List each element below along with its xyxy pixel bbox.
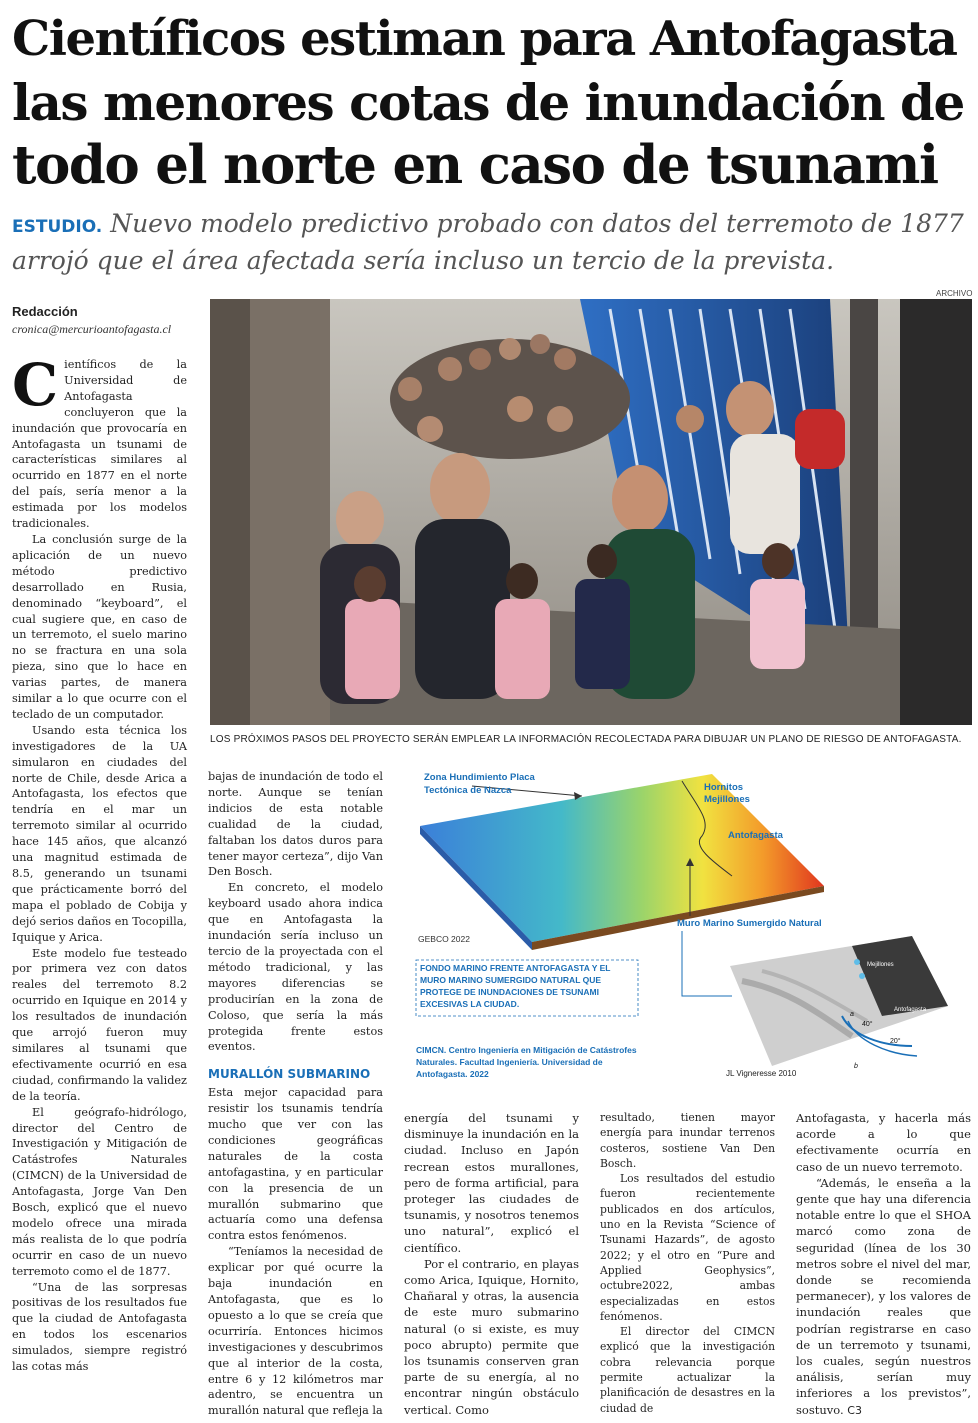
article-paragraph: “Una de las sorpresas positivas de los resultados fue que la ciudad de Antofagasta en todos los escenarios simulados, siempre registró las cotas más [12, 1280, 187, 1374]
article-paragraph: El geógrafo-hidrólogo, director del Centro de Investigación y Mitigación de Catástrofes Naturales (CIMCN) de la Universidad de Antofagasta, Jorge Van Den Bosch, explicó que el nuevo modelo ofrece una mirada más realista de lo que podría ocurrir en caso de un nuevo terremoto como el de 1877. [12, 1105, 187, 1278]
inset-angle-1: 40° [862, 1021, 873, 1028]
inset-angle-2: 20° [890, 1038, 901, 1045]
article-paragraph: Este modelo fue testeado por primera vez con datos reales del terremoto 8.2 ocurrido en Iquique en 2014 y los resultados de inundación que arrojó fueron muy similares al tsunami que efectivamente ocurrió en esa ciudad, confirmando la validez de la teoría. [12, 946, 187, 1103]
article-column-5 [796, 1110, 971, 1419]
map-label-antofagasta: Antofagasta [728, 830, 783, 841]
dek-text: Nuevo modelo predictivo probado con datos del terremoto de 1877 arrojó que el área afectada sería incluso un tercio de la prevista. [12, 209, 964, 275]
article-column-2 [208, 769, 383, 1419]
bathymetry-figure [412, 766, 952, 1082]
map-label-zona: Zona Hundimiento Placa [424, 772, 535, 783]
article-paragraph: Usando esta técnica los investigadores de la UA simularon en ciudades del norte de Chile, desde Arica a Antofagasta, los efectos que tendría en el mar un terremoto similar al ocurrido hace 145 años, que alcanzó una magnitud estimada de 8.5, generando un tsunami que prácticamente borró del mapa el poblado de Cobija y dejó serios daños en Tocopilla, Iquique y Arica. [12, 723, 187, 944]
inset-label-mejillones: Mejillones [867, 962, 894, 968]
headline-line-2: las menores cotas de inundación de [12, 73, 964, 132]
end-mark-icon: C3 [847, 1403, 862, 1417]
headline [12, 8, 972, 197]
headline-line-3: todo el norte en caso de tsunami [12, 134, 938, 196]
inset-letter-b: b [854, 1063, 858, 1070]
article-paragraph: energía del tsunami y disminuye la inundación en la ciudad. Incluso en Japón recrean estos murallones, pero de forma artificial, para proteger las ciudades de tsunamis, y nosotros tenemos uno natural”, explicó el científico. [404, 1111, 579, 1255]
article-paragraph [12, 351, 187, 532]
article-paragraph: Esta mejor capacidad para resistir los tsunamis tendría mucho que ver con las condiciones geográficas naturales de la costa antofagastina, y en particular con la presencia de un murallón submarino que actuaría como una defensa contra estos fenómenos. [208, 1086, 383, 1243]
article-paragraph: Antofagasta, y hacerla más acorde a lo que efectivamente ocurría en caso de un nuevo terremoto. [796, 1111, 971, 1174]
article-paragraph: Los resultados del estudio fueron recientemente publicados en dos artículos, uno en la Revista “Science of Tsunami Hazards”, de agosto 2022; y el otro en “Pure and Applied Geophysics”, octubre2022, ambas especializadas en estos fenómenos. [600, 1172, 775, 1323]
byline-author: Redacción [12, 304, 78, 319]
article-paragraph: La conclusión surge de la aplicación de un nuevo método predictivo desarrollado en Rusia, denominado “keyboard”, el cual sugiere que, en caso de un terremoto, el suelo marino no se fractura en una sola pieza, sino que lo hace en varias partes, de manera similar a lo que ocurre con el teclado de un computador. [12, 532, 187, 721]
map-fondo-title: FONDO MARINO FRENTE ANTOFAGASTA Y EL MURO MARINO SUMERGIDO NATURAL QUE PROTEGE DE INUNDACIONES DE TSUNAMI EXCESIVAS LA CIUDAD. [420, 963, 611, 1009]
photo-credit: ARCHIVO [936, 289, 973, 298]
article-paragraph: “Teníamos la necesidad de explicar por qué ocurre la baja inundación en Antofagasta, que es lo opuesto a lo que se creía que ocurriría. Entonces hicimos investigaciones y descubrimos que al interior de la costa, entre 6 y 12 kilómetros mar adentro, se encuentra un murallón natural que refleja la [208, 1245, 383, 1418]
photo-caption: LOS PRÓXIMOS PASOS DEL PROYECTO SERÁN EMPLEAR LA INFORMACIÓN RECOLECTADA PARA DIBUJAR UN PLANO DE RIESGO DE ANTOFAGASTA. [210, 734, 962, 745]
map-label-zona-2: Tectónica de Nazca [424, 785, 512, 796]
article-paragraph: Por el contrario, en playas como Arica, Iquique, Hornito, Chañaral y otras, la ausencia de este muro submarino natural (o si existe, es muy poco abrupto) permite que los tsunamis conserven gran parte de su energía, al no encontrar ningún obstáculo vertical. Como [404, 1256, 579, 1417]
map-label-gebco: GEBCO 2022 [418, 934, 470, 944]
article-paragraph: En concreto, el modelo keyboard usado ahora indica que en Antofagasta la inundación sería incluso un tercio de la proyectada con el método tradicional, y las mayores diferencias se producirían en la zona de Coloso, que sería la más protegida frente estos eventos. [208, 881, 383, 1054]
dek-kicker: ESTUDIO. [12, 217, 103, 237]
news-photo [210, 299, 972, 725]
map-label-muro: Muro Marino Sumergido Natural [677, 918, 822, 929]
article-paragraph: El director del CIMCN explicó que la investigación cobra relevancia porque permite actualizar la planificación de desastres en la ciudad de [600, 1325, 775, 1415]
article-paragraph [796, 1175, 971, 1419]
inset-label-antofagasta: Antofagasta [894, 1007, 927, 1013]
section-subhead: MURALLÓN SUBMARINO [208, 1067, 371, 1082]
headline-line-1: Científicos estiman para Antofagasta [12, 11, 957, 67]
paragraph-text: “Además, le enseña a la gente que hay una diferencia notable entre lo que el SHOA marcó como zona de seguridad (línea de los 30 metros sobre el nivel del mar, donde se recomienda permanecer), y los valores de inundación reales que podrían registrarse en caso de un terremoto y tsunami, los cuales, según nuestros análisis, serían muy inferiores a los previstos”, sostuvo. [796, 1175, 971, 1417]
inset-letter-a: a [850, 1011, 854, 1018]
article-column-1 [12, 351, 187, 1375]
paragraph-text: ientíficos de la Universidad de Antofagasta concluyeron que la inundación que provocaría en Antofagasta un tsunami de características similares al ocurrido en 1877 en el norte del país, sería menor a la estimada por los modelos tradicionales. [12, 358, 187, 531]
article-paragraph: resultado, tienen mayor energía para inundar terrenos costeros, sostiene Van Den Bosch. [600, 1111, 775, 1170]
dek [12, 207, 967, 277]
map-cimcn-credit: CIMCN. Centro Ingeniería en Mitigación de Catástrofes Naturales. Facultad Ingeniería. Universidad de Antofagasta. 2022 [416, 1045, 637, 1079]
article-paragraph: bajas de inundación de todo el norte. Aunque se tenían indicios de esta notable cualidad de la ciudad, faltaban los datos duros para tener mayor certeza”, dijo Van Den Bosch. [208, 770, 383, 879]
article-column-3 [404, 1110, 579, 1418]
byline-email[interactable]: cronica@mercurioantofagasta.cl [12, 322, 172, 336]
inset-credit: JL Vigneresse 2010 [726, 1069, 797, 1078]
map-label-mejillones: Mejillones [704, 794, 750, 805]
article-column-4 [600, 1110, 775, 1416]
drop-cap: C [12, 351, 59, 419]
map-label-hornitos: Hornitos [704, 782, 744, 793]
